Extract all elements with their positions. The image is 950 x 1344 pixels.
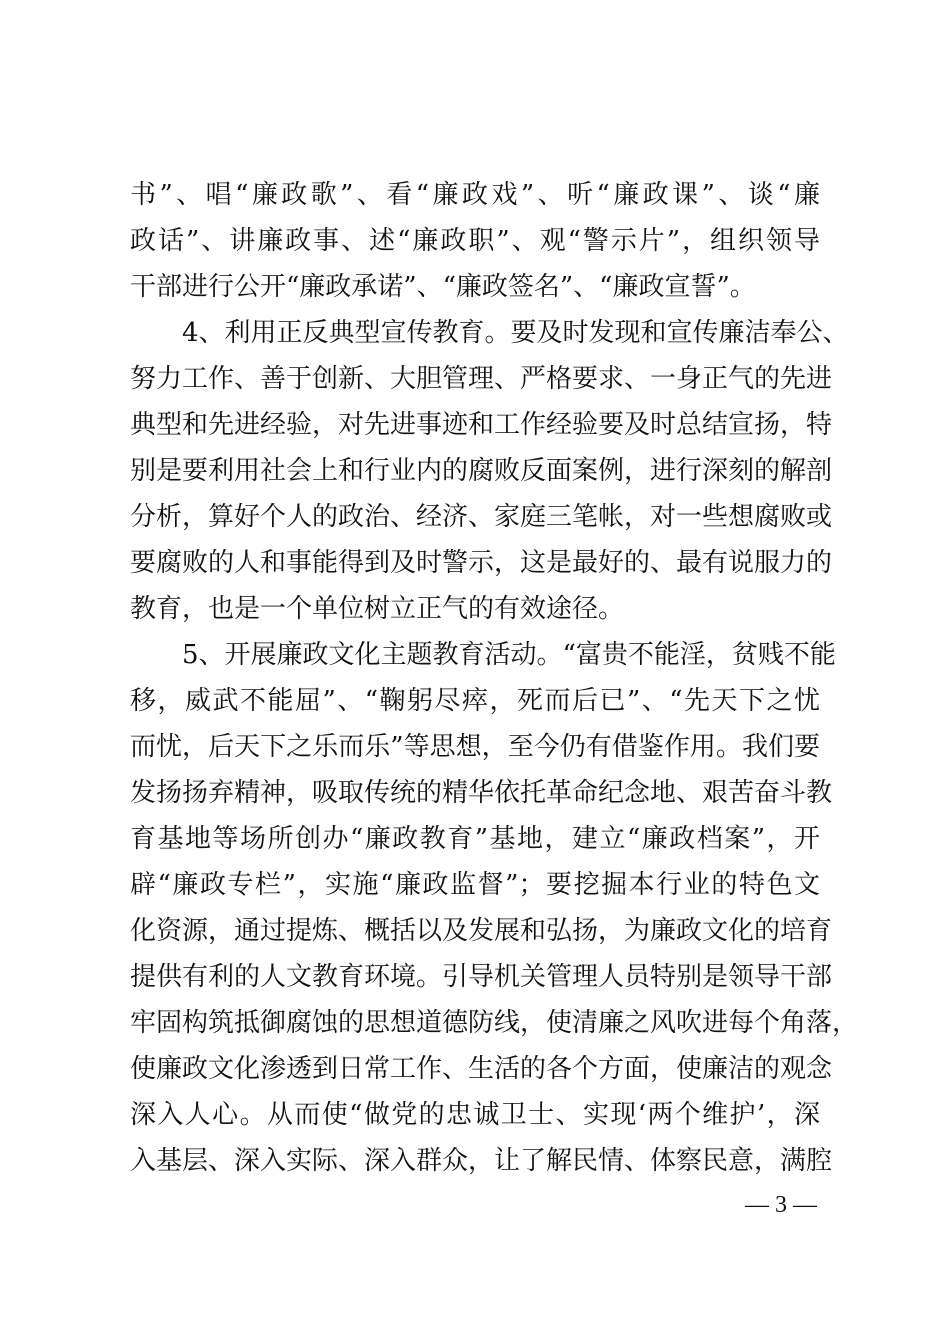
page-number: — 3 — <box>745 1192 817 1218</box>
paragraph-5-line-5: 育基地等场所创办“廉政教育”基地，建立“廉政档案”，开 <box>130 824 820 854</box>
text-line-3: 干部进行公开“廉政承诺”、“廉政签名”、“廉政宣誓”。 <box>130 272 756 302</box>
paragraph-4-line-4: 别是要利用社会上和行业内的腐败反面案例，进行深刻的解剖 <box>130 456 833 486</box>
paragraph-5-line-9: 牢固构筑抵御腐蚀的思想道德防线，使清廉之风吹进每个角落， <box>130 1008 859 1038</box>
paragraph-4-line-2: 努力工作、善于创新、大胆管理、严格要求、一身正气的先进 <box>130 364 833 394</box>
paragraph-4-line-5: 分析，算好个人的政治、经济、家庭三笔帐，对一些想腐败或 <box>130 502 833 532</box>
paragraph-5-line-3: 而忧，后天下之乐而乐”等思想，至今仍有借鉴作用。我们要 <box>130 732 820 762</box>
paragraph-5-line-7: 化资源，通过提炼、概括以及发展和弘扬，为廉政文化的培育 <box>130 916 833 946</box>
paragraph-4-line-7: 教育，也是一个单位树立正气的有效途径。 <box>130 594 625 624</box>
paragraph-5-line-11: 深入人心。从而使“做党的忠诚卫士、实现‘两个维护’，深 <box>130 1100 820 1130</box>
paragraph-5-line-12: 入基层、深入实际、深入群众，让了解民情、体察民意，满腔 <box>130 1146 833 1176</box>
paragraph-4-line-3: 典型和先进经验，对先进事迹和工作经验要及时总结宣扬，特 <box>130 410 833 440</box>
paragraph-5-line-6: 辟“廉政专栏”，实施“廉政监督”；要挖掘本行业的特色文 <box>130 870 820 900</box>
paragraph-4-line-1: 4、利用正反典型宣传教育。要及时发现和宣传廉洁奉公、 <box>182 318 849 348</box>
paragraph-5-line-1: 5、开展廉政文化主题教育活动。“富贵不能淫，贫贱不能 <box>182 640 836 670</box>
paragraph-5-line-8: 提供有利的人文教育环境。引导机关管理人员特别是领导干部 <box>130 962 833 992</box>
text-line-1: 书”、唱“廉政歌”、看“廉政戏”、听“廉政课”、谈“廉 <box>130 180 820 210</box>
paragraph-5-line-2: 移，威武不能屈”、“鞠躬尽瘁，死而后已”、“先天下之忧 <box>130 686 820 716</box>
paragraph-5-line-10: 使廉政文化渗透到日常工作、生活的各个方面，使廉洁的观念 <box>130 1054 833 1084</box>
paragraph-5-line-4: 发扬扬弃精神，吸取传统的精华依托革命纪念地、艰苦奋斗教 <box>130 778 833 808</box>
paragraph-4-line-6: 要腐败的人和事能得到及时警示，这是最好的、最有说服力的 <box>130 548 833 578</box>
text-line-2: 政话”、讲廉政事、述“廉政职”、观“警示片”，组织领导 <box>130 226 820 256</box>
